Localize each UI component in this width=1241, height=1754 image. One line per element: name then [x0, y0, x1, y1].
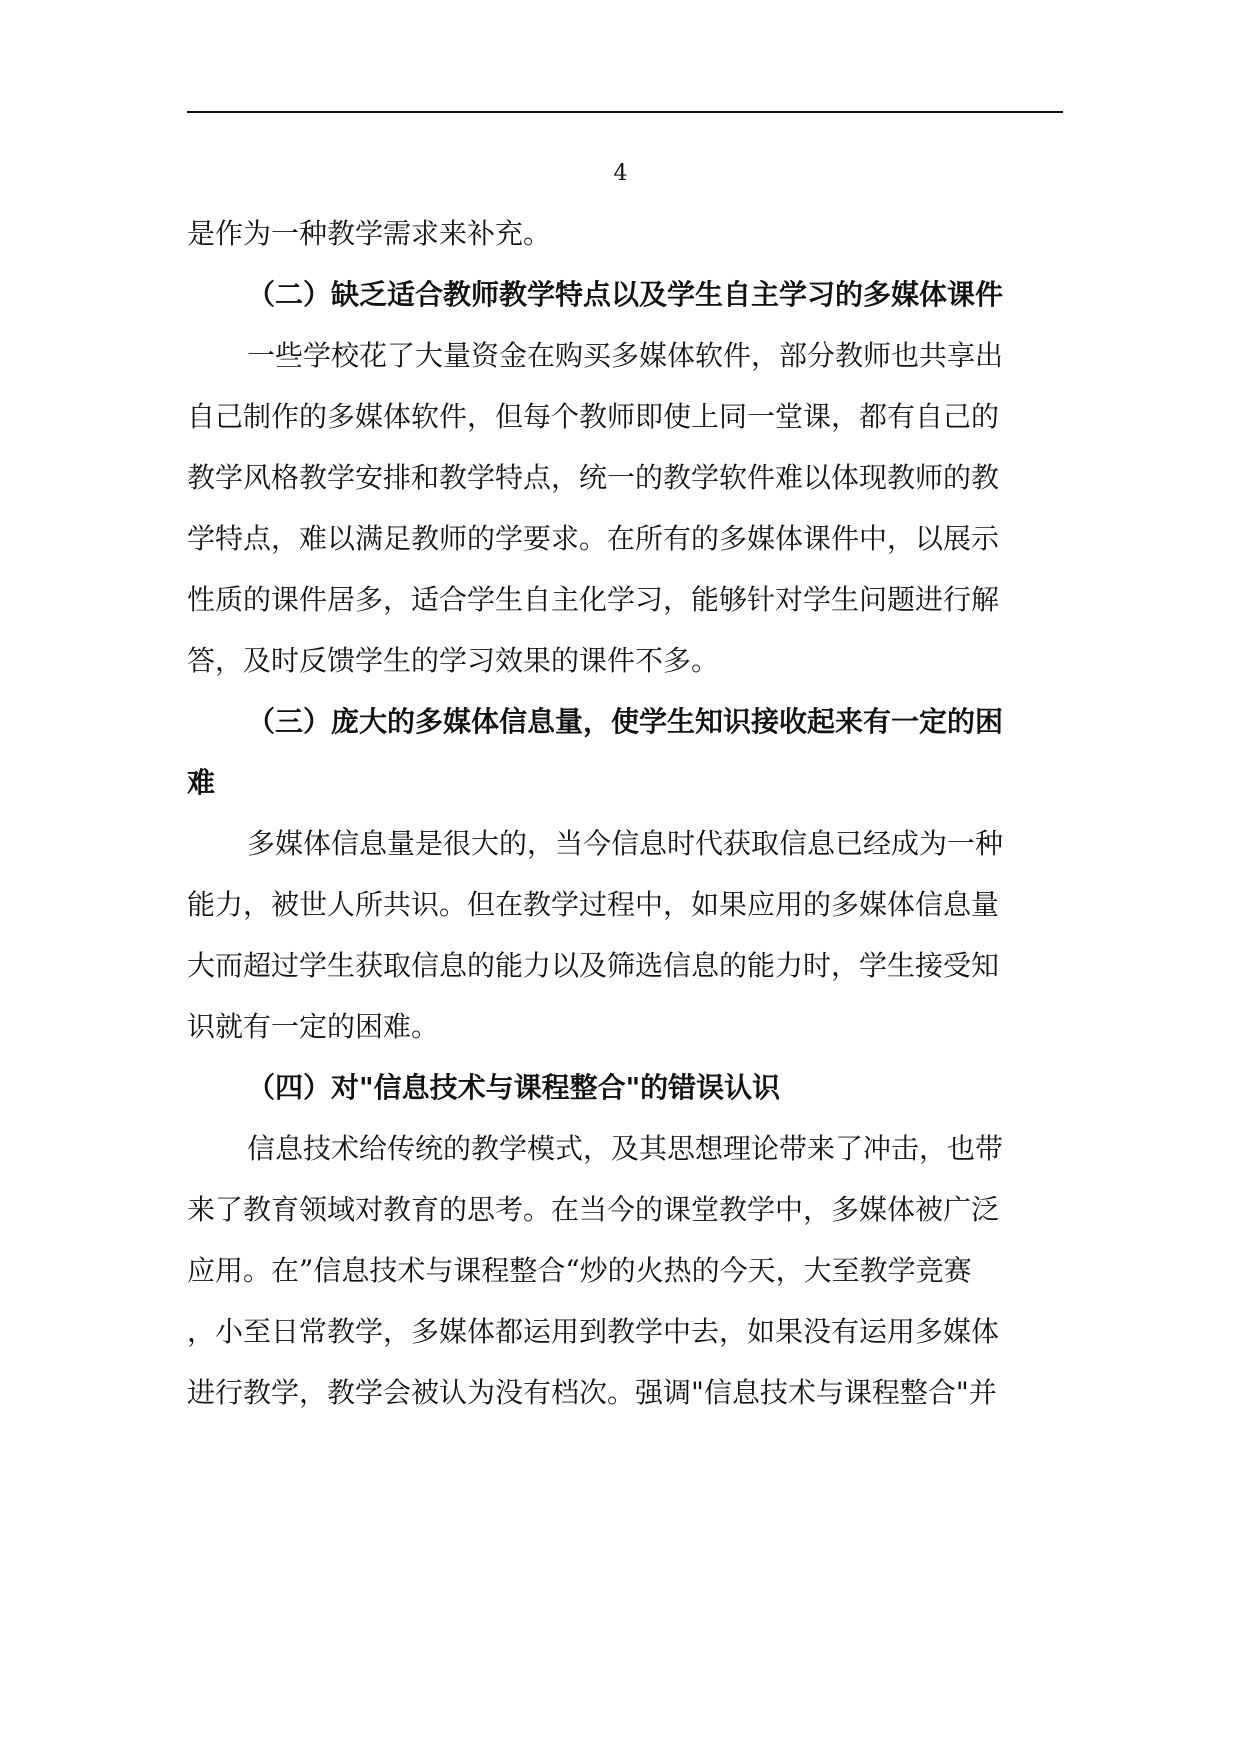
- body-line: ，小至日常教学，多媒体都运用到教学中去，如果没有运用多媒体: [187, 1315, 1000, 1348]
- body-line: 是作为一种教学需求来补充。: [187, 217, 552, 250]
- body-line: 多媒体信息量是很大的，当今信息时代获取信息已经成为一种: [247, 827, 1004, 860]
- document-body: [187, 203, 1045, 1423]
- section-heading-continued: 难: [187, 766, 216, 799]
- body-line: 答，及时反馈学生的学习效果的课件不多。: [187, 644, 720, 677]
- body-line: 一些学校花了大量资金在购买多媒体软件，部分教师也共享出: [247, 339, 1004, 372]
- body-line: 自己制作的多媒体软件，但每个教师即使上同一堂课，都有自己的: [187, 400, 1000, 433]
- body-line: 能力，被世人所共识。但在教学过程中，如果应用的多媒体信息量: [187, 888, 1000, 921]
- body-line: 进行教学，教学会被认为没有档次。强调"信息技术与课程整合"并: [187, 1376, 997, 1409]
- body-line: 大而超过学生获取信息的能力以及筛选信息的能力时，学生接受知: [187, 949, 1000, 982]
- body-line: 识就有一定的困难。: [187, 1010, 440, 1043]
- body-line: 学特点，难以满足教师的学要求。在所有的多媒体课件中，以展示: [187, 522, 1000, 555]
- body-line: 教学风格教学安排和教学特点，统一的教学软件难以体现教师的教: [187, 461, 1000, 494]
- page-number: 4: [613, 161, 628, 186]
- header-rule: [187, 111, 1063, 113]
- section-heading: （三）庞大的多媒体信息量，使学生知识接收起来有一定的困: [247, 705, 1004, 738]
- section-heading: （二）缺乏适合教师教学特点以及学生自主学习的多媒体课件: [247, 278, 1004, 311]
- section-heading: （四）对"信息技术与课程整合"的错误认识: [247, 1071, 781, 1104]
- body-line: 来了教育领域对教育的思考。在当今的课堂教学中，多媒体被广泛: [187, 1193, 1000, 1226]
- body-line: 应用。在”信息技术与课程整合“炒的火热的今天，大至教学竞赛: [187, 1254, 972, 1287]
- body-line: 性质的课件居多，适合学生自主化学习，能够针对学生问题进行解: [187, 583, 1000, 616]
- body-line: 信息技术给传统的教学模式，及其思想理论带来了冲击，也带: [247, 1132, 1004, 1165]
